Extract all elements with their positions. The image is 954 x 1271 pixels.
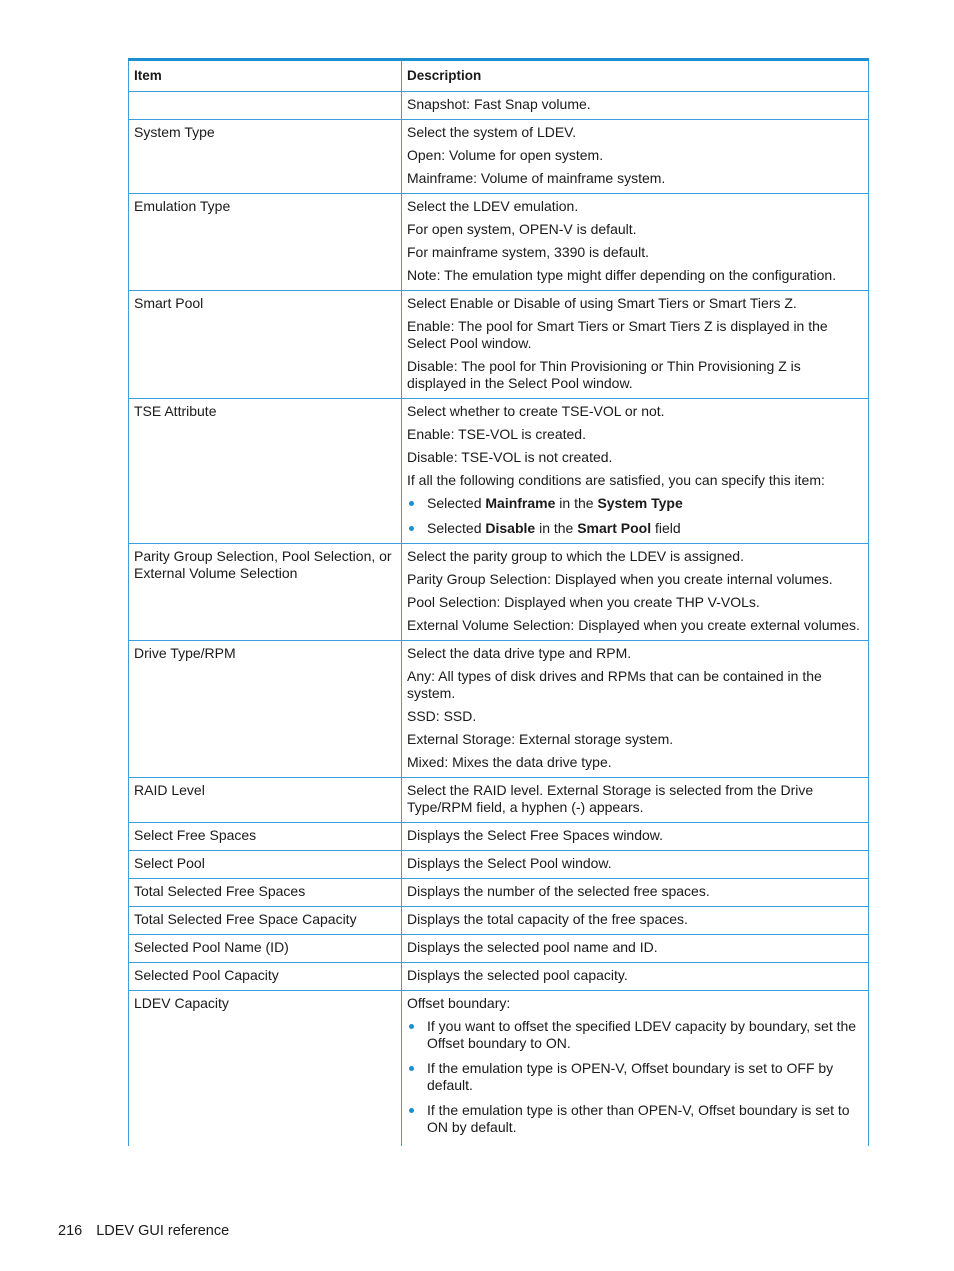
item-cell: [129, 92, 402, 120]
item-cell: Total Selected Free Space Capacity: [129, 907, 402, 935]
bullet-text: in the: [535, 520, 578, 536]
description-cell: [402, 991, 869, 1147]
description-cell: [402, 120, 869, 194]
description-cell: [402, 851, 869, 879]
description-line: Select the parity group to which the LDEV is assigned.: [407, 548, 744, 564]
table-row: [129, 92, 869, 120]
footer-section-title: LDEV GUI reference: [96, 1223, 230, 1239]
table-row: [129, 641, 869, 778]
bullet-bold-text: Mainframe: [485, 495, 556, 511]
table-row: [129, 991, 869, 1147]
description-line: Disable: TSE-VOL is not created.: [407, 449, 613, 465]
description-line: Pool Selection: Displayed when you create THP V-VOLs.: [407, 594, 760, 610]
item-column-header: Item: [129, 60, 402, 92]
item-cell: Emulation Type: [129, 194, 402, 291]
table-header-row: [129, 60, 869, 92]
description-line: Any: All types of disk drives and RPMs that can be contained in the system.: [407, 668, 822, 701]
description-line: Select the LDEV emulation.: [407, 198, 579, 214]
description-cell: [402, 291, 869, 399]
description-line: External Storage: External storage system.: [407, 731, 674, 747]
bullet-item: [407, 1060, 863, 1094]
bullet-text: If the emulation type is OPEN-V, Offset boundary is set to OFF by default.: [427, 1060, 834, 1093]
description-line: Open: Volume for open system.: [407, 147, 604, 163]
description-cell: [402, 935, 869, 963]
item-cell: TSE Attribute: [129, 399, 402, 544]
item-cell: Drive Type/RPM: [129, 641, 402, 778]
table-row: [129, 823, 869, 851]
table-row: [129, 963, 869, 991]
description-line: Enable: TSE-VOL is created.: [407, 426, 586, 442]
description-line: Select the data drive type and RPM.: [407, 645, 632, 661]
table-row: [129, 851, 869, 879]
description-line: Disable: The pool for Thin Provisioning or Thin Provisioning Z is displayed in the Select Pool window.: [407, 358, 801, 391]
description-line: Displays the Select Pool window.: [407, 855, 612, 871]
bullet-text: Selected: [427, 520, 486, 536]
bullet-icon: [409, 501, 414, 506]
bullet-icon: [409, 1066, 414, 1071]
table-row: [129, 935, 869, 963]
description-line: Offset boundary:: [407, 995, 511, 1011]
bullet-item: [407, 495, 863, 512]
description-cell: [402, 778, 869, 823]
table-row: [129, 879, 869, 907]
description-line: For mainframe system, 3390 is default.: [407, 244, 649, 260]
table-row: [129, 778, 869, 823]
description-cell: [402, 194, 869, 291]
item-cell: System Type: [129, 120, 402, 194]
description-column-header: Description: [402, 60, 869, 92]
description-line: Select the RAID level. External Storage is selected from the Drive Type/RPM field, a hyphen (-) appears.: [407, 782, 814, 815]
description-line: Displays the selected pool name and ID.: [407, 939, 658, 955]
page-number: 216: [58, 1223, 83, 1239]
table-row: [129, 194, 869, 291]
gui-reference-table: [128, 58, 869, 1146]
description-line: Snapshot: Fast Snap volume.: [407, 96, 591, 112]
bullet-icon: [409, 526, 414, 531]
description-line: Displays the total capacity of the free spaces.: [407, 911, 688, 927]
description-cell: [402, 963, 869, 991]
description-line: Select whether to create TSE-VOL or not.: [407, 403, 665, 419]
item-cell: Smart Pool: [129, 291, 402, 399]
description-line: Displays the selected pool capacity.: [407, 967, 628, 983]
bullet-bold-text: Smart Pool: [577, 520, 652, 536]
description-line: Note: The emulation type might differ depending on the configuration.: [407, 267, 837, 283]
description-line: Parity Group Selection: Displayed when you create internal volumes.: [407, 571, 833, 587]
bullet-icon: [409, 1024, 414, 1029]
description-line: Mainframe: Volume of mainframe system.: [407, 170, 666, 186]
bullet-item: [407, 1018, 863, 1052]
bullet-bold-text: Disable: [485, 520, 536, 536]
table-row: [129, 120, 869, 194]
description-line: Displays the number of the selected free spaces.: [407, 883, 710, 899]
description-cell: [402, 399, 869, 544]
description-line: Displays the Select Free Spaces window.: [407, 827, 664, 843]
table-row: [129, 291, 869, 399]
bullet-text: If the emulation type is other than OPEN-V, Offset boundary is set to ON by default.: [427, 1102, 850, 1135]
item-cell: Select Pool: [129, 851, 402, 879]
description-line: External Volume Selection: Displayed when you create external volumes.: [407, 617, 860, 633]
bullet-text: If you want to offset the specified LDEV capacity by boundary, set the Offset boundary to ON.: [427, 1018, 857, 1051]
bullet-item: [407, 1102, 863, 1136]
bullet-bold-text: System Type: [597, 495, 683, 511]
description-line: Enable: The pool for Smart Tiers or Smart Tiers Z is displayed in the Select Pool window.: [407, 318, 828, 351]
description-cell: [402, 92, 869, 120]
item-cell: RAID Level: [129, 778, 402, 823]
description-cell: [402, 823, 869, 851]
description-line: Select the system of LDEV.: [407, 124, 577, 140]
description-line: Mixed: Mixes the data drive type.: [407, 754, 612, 770]
description-line: Select Enable or Disable of using Smart Tiers or Smart Tiers Z.: [407, 295, 797, 311]
item-cell: Selected Pool Capacity: [129, 963, 402, 991]
item-cell: Select Free Spaces: [129, 823, 402, 851]
bullet-text: in the: [555, 495, 598, 511]
table-row: [129, 907, 869, 935]
description-line: For open system, OPEN-V is default.: [407, 221, 637, 237]
bullet-text: field: [651, 520, 681, 536]
bullet-text: Selected: [427, 495, 486, 511]
item-cell: LDEV Capacity: [129, 991, 402, 1147]
bullet-icon: [409, 1108, 414, 1113]
item-cell: Total Selected Free Spaces: [129, 879, 402, 907]
description-cell: [402, 907, 869, 935]
description-line: SSD: SSD.: [407, 708, 477, 724]
table-row: [129, 544, 869, 641]
bullet-item: [407, 520, 863, 537]
item-cell: Parity Group Selection, Pool Selection, or External Volume Selection: [129, 544, 402, 641]
item-cell: Selected Pool Name (ID): [129, 935, 402, 963]
description-cell: [402, 544, 869, 641]
description-line: If all the following conditions are satisfied, you can specify this item:: [407, 472, 825, 488]
page-footer: [58, 1223, 229, 1239]
description-cell: [402, 641, 869, 778]
description-cell: [402, 879, 869, 907]
table-row: [129, 399, 869, 544]
